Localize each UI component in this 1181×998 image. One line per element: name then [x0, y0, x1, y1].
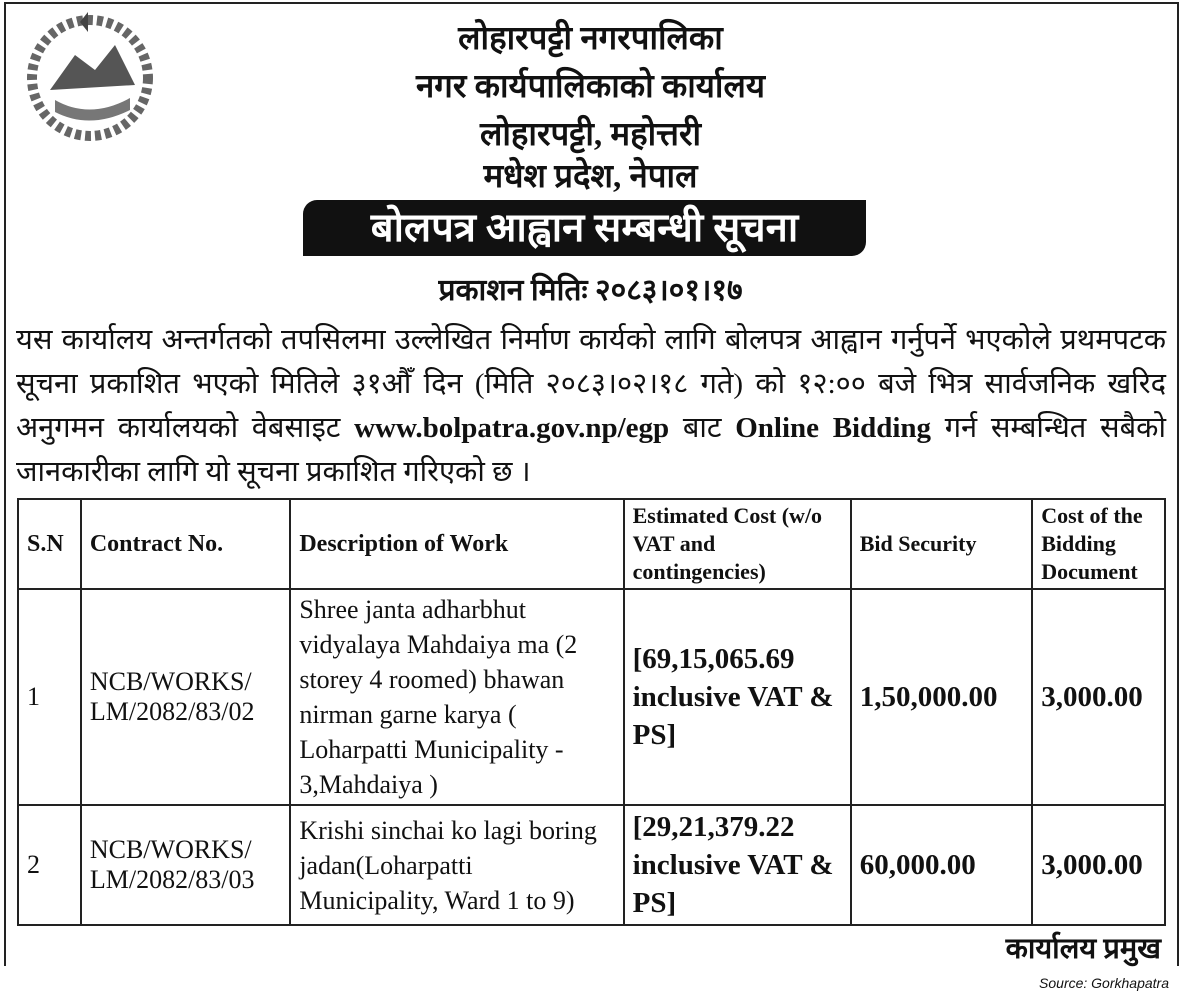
cell-bid-security: 1,50,000.00 [851, 589, 1033, 805]
cell-sn: 2 [18, 805, 81, 925]
contracts-table [17, 498, 1166, 926]
publish-date: प्रकाशन मितिः २०८३।०१।१७ [438, 274, 743, 307]
cell-description: Shree janta adharbhut vidyalaya Mahdaiya ma (2 storey 4 roomed) bhawan nirman garne karya ( Loharpatti Municipality - 3,Mahdaiya ) [290, 589, 623, 805]
header-document-cost: Cost of the Bidding Document [1032, 499, 1165, 589]
cell-contract: NCB/WORKS/ LM/2082/83/02 [81, 589, 290, 805]
cell-contract: NCB/WORKS/ LM/2082/83/03 [81, 805, 290, 925]
table-header-row [18, 499, 1165, 589]
online-bidding-text: Online Bidding [735, 412, 932, 444]
office-name: नगर कार्यपालिकाको कार्यालय [415, 69, 765, 105]
source-credit: Source: Gorkhapatra [1039, 975, 1169, 991]
cell-description: Krishi sinchai ko lagi boring jadan(Loharpatti Municipality, Ward 1 to 9) [290, 805, 623, 925]
cell-bid-security: 60,000.00 [851, 805, 1033, 925]
cell-estimated-cost: [69,15,065.69 inclusive VAT & PS] [624, 589, 851, 805]
table-row [18, 805, 1165, 925]
cell-sn: 1 [18, 589, 81, 805]
municipality-name: लोहारपट्टी नगरपालिका [458, 21, 723, 57]
paragraph-text: गर्न सम्बन्धित सबैको जानकारीका लागि यो सूचना प्रकाशित गरिएको छ । [16, 412, 1166, 488]
paragraph-text: यस कार्यालय अन्तर्गतको तपसिलमा उल्लेखित निर्माण कार्यको लागि बोलपत्र आह्वान गर्नुपर्ने भएकोले प्रथमपटक सूचना प्रकाशित भएको मितिले ३१औँ दिन (मिति २०८३।०२।१८ गते) को १२:०० बजे भित्र सार्वजनिक खरिद अनुगमन कार्यालयको वेबसाइट [16, 324, 1166, 444]
header-bid-security: Bid Security [851, 499, 1033, 589]
cell-document-cost: 3,000.00 [1032, 805, 1165, 925]
notice-title: बोलपत्र आह्वान सम्बन्धी सूचना [303, 200, 866, 256]
province-country: मधेश प्रदेश, नेपाल [483, 159, 698, 195]
office-chief-signature: कार्यालय प्रमुख [1005, 933, 1161, 965]
header-estimated-cost: Estimated Cost (w/o VAT and contingencies) [624, 499, 851, 589]
office-location: लोहारपट्टी, महोत्तरी [479, 117, 702, 153]
header-description: Description of Work [290, 499, 623, 589]
cell-estimated-cost: [29,21,379.22 inclusive VAT & PS] [624, 805, 851, 925]
cell-document-cost: 3,000.00 [1032, 589, 1165, 805]
header-contract: Contract No. [81, 499, 290, 589]
table-row [18, 589, 1165, 805]
header-sn: S.N [18, 499, 81, 589]
paragraph-text: बाट [669, 412, 736, 444]
bolpatra-url: www.bolpatra.gov.np/egp [354, 412, 670, 444]
notice-paragraph [16, 318, 1166, 494]
